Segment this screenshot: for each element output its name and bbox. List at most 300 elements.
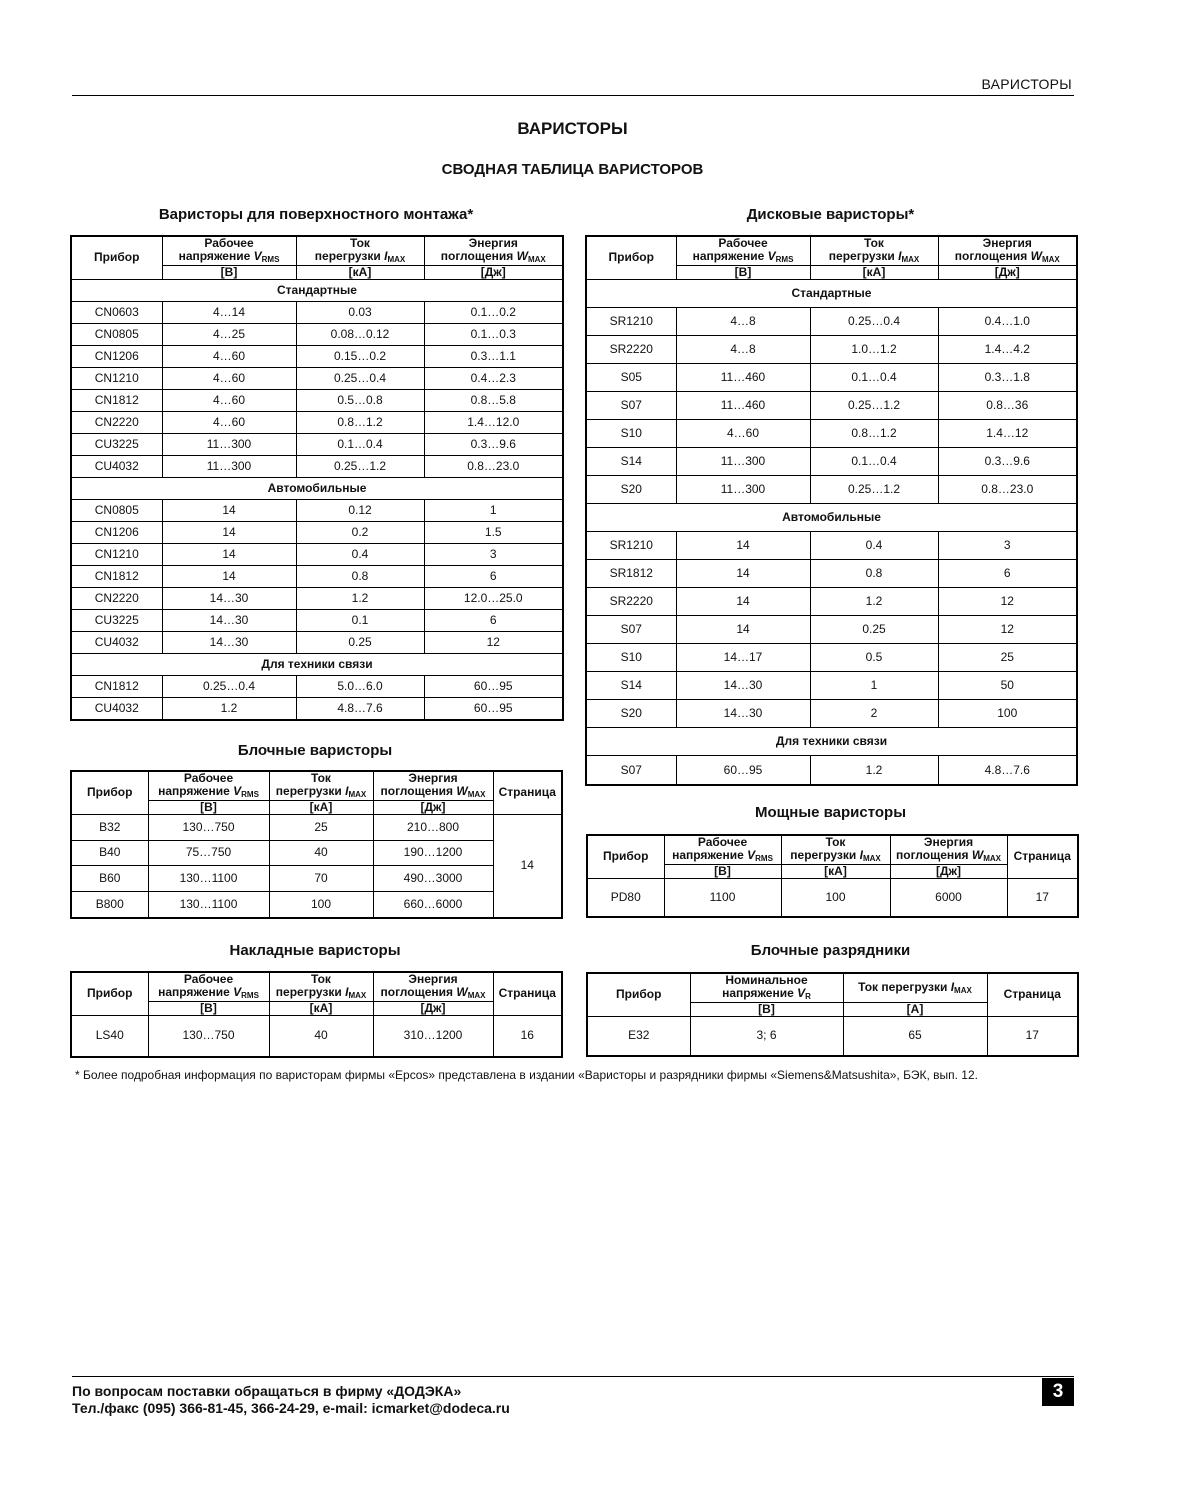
energy-unit-cell bbox=[424, 265, 563, 279]
table-cell: 0.3…1.8 bbox=[938, 364, 1077, 392]
group-row bbox=[586, 504, 1077, 532]
table-cell: CN1812 bbox=[71, 675, 162, 697]
page-number: 3 bbox=[1042, 1378, 1074, 1406]
table-cell: CU4032 bbox=[71, 697, 162, 720]
table-cell: 1.4…12.0 bbox=[424, 411, 563, 433]
table-row bbox=[586, 756, 1077, 785]
table-cell: 25 bbox=[938, 644, 1077, 672]
current-header-line1: Ток bbox=[350, 236, 370, 250]
table-row bbox=[586, 532, 1077, 560]
table-cell: CU4032 bbox=[71, 455, 162, 477]
voltage-header bbox=[148, 972, 269, 1001]
table-row bbox=[71, 697, 563, 720]
table-cell: CN1812 bbox=[71, 565, 162, 587]
table-cell: 490…3000 bbox=[373, 866, 493, 892]
group-label: Для техники связи bbox=[71, 653, 563, 675]
nominal-header-line1: Номинальное bbox=[725, 973, 808, 987]
table-cell: 4…25 bbox=[162, 324, 296, 346]
table-row bbox=[71, 675, 563, 697]
voltage-header bbox=[162, 236, 296, 265]
energy-unit: [Дж] bbox=[420, 1000, 446, 1015]
table-row bbox=[586, 392, 1077, 420]
table-cell: CN0603 bbox=[71, 302, 162, 324]
table-row bbox=[71, 455, 563, 477]
table-cell: 11…300 bbox=[162, 433, 296, 455]
energy-header-line1: Энергия bbox=[468, 236, 518, 250]
table-cell: 17 bbox=[1007, 879, 1078, 917]
table-cell: 11…300 bbox=[162, 455, 296, 477]
group-row bbox=[71, 477, 563, 499]
disk-table-head bbox=[586, 236, 1077, 280]
table-cell: 11…300 bbox=[676, 476, 810, 504]
table-row bbox=[71, 411, 563, 433]
block-table-head bbox=[71, 771, 562, 815]
voltage-subscript: RMS bbox=[775, 255, 794, 265]
table-cell: 14 bbox=[676, 532, 810, 560]
arrester-table-body bbox=[587, 1017, 1078, 1056]
table-cell: 12 bbox=[938, 616, 1077, 644]
current-header-line2: перегрузки bbox=[314, 249, 381, 264]
energy-header-line1: Энергия bbox=[408, 771, 458, 785]
nominal-header-line2: напряжение bbox=[722, 986, 794, 1001]
energy-header-line2: поглощения bbox=[896, 848, 969, 863]
table-cell: 0.25…0.4 bbox=[296, 368, 424, 390]
table-cell: CN1210 bbox=[71, 543, 162, 565]
table-cell: B800 bbox=[71, 891, 148, 918]
current-symbol: I bbox=[345, 784, 349, 799]
voltage-header-line1: Рабочее bbox=[183, 972, 234, 986]
table-cell: 5.0…6.0 bbox=[296, 675, 424, 697]
table-row bbox=[71, 302, 563, 324]
table-cell: CN2220 bbox=[71, 411, 162, 433]
table-cell: 4…8 bbox=[676, 336, 810, 364]
energy-subscript: MAX bbox=[1041, 255, 1060, 265]
energy-unit: [Дж] bbox=[935, 863, 962, 878]
overlay-table-body bbox=[71, 1016, 562, 1057]
table-cell: S20 bbox=[586, 476, 676, 504]
voltage-header bbox=[148, 771, 269, 800]
power-table-body bbox=[587, 879, 1078, 917]
energy-header-line2: поглощения bbox=[380, 784, 454, 799]
table-cell: 0.1…0.3 bbox=[424, 324, 563, 346]
table-cell: 0.8 bbox=[810, 560, 938, 588]
table-cell: PD80 bbox=[587, 879, 664, 917]
table-cell: 14…30 bbox=[676, 672, 810, 700]
device-header bbox=[71, 771, 148, 815]
energy-header-line2: поглощения bbox=[954, 249, 1028, 264]
group-row bbox=[586, 728, 1077, 756]
table-row bbox=[71, 368, 563, 390]
table-cell: 12 bbox=[938, 588, 1077, 616]
voltage-symbol: V bbox=[797, 986, 806, 1001]
table-cell: 1.2 bbox=[296, 587, 424, 609]
header-row bbox=[71, 972, 562, 1001]
table-cell: 4.8…7.6 bbox=[296, 697, 424, 720]
voltage-header-line1: Рабочее bbox=[718, 236, 768, 250]
energy-subscript: MAX bbox=[983, 854, 1001, 864]
table-cell: 6 bbox=[938, 560, 1077, 588]
table-cell: 14…30 bbox=[162, 609, 296, 631]
table-cell: SR1210 bbox=[586, 308, 676, 336]
table-row bbox=[586, 672, 1077, 700]
table-cell: 1.5 bbox=[424, 521, 563, 543]
table-cell: B32 bbox=[71, 815, 148, 841]
table-cell: 75…750 bbox=[148, 840, 269, 866]
table-cell: 0.8…23.0 bbox=[424, 455, 563, 477]
table-cell: 0.25…1.2 bbox=[810, 476, 938, 504]
energy-header-line1: Энергия bbox=[982, 236, 1032, 250]
table-cell: 4…60 bbox=[162, 368, 296, 390]
table-cell: 0.1…0.4 bbox=[810, 364, 938, 392]
arrester-table bbox=[586, 972, 1079, 1057]
overlay-table bbox=[70, 971, 563, 1058]
voltage-subscript: R bbox=[805, 992, 811, 1002]
table-row bbox=[586, 336, 1077, 364]
current-header-line2: перегрузки bbox=[828, 249, 895, 264]
voltage-header-line2: напряжение bbox=[672, 848, 744, 863]
table-cell: 0.12 bbox=[296, 499, 424, 521]
table-cell: 1.2 bbox=[810, 588, 938, 616]
table-cell: 3 bbox=[424, 543, 563, 565]
table-cell: 11…460 bbox=[676, 392, 810, 420]
device-header bbox=[587, 973, 690, 1017]
current-unit-cell bbox=[810, 265, 938, 279]
current-unit-cell bbox=[269, 800, 373, 814]
table-cell: 210…800 bbox=[373, 815, 493, 841]
table-cell: CN0805 bbox=[71, 499, 162, 521]
page-header bbox=[493, 972, 562, 1016]
table-cell: 6 bbox=[424, 565, 563, 587]
device-header-label: Прибор bbox=[94, 250, 140, 265]
voltage-header-line2: напряжение bbox=[158, 784, 230, 799]
energy-symbol: W bbox=[456, 784, 468, 799]
current-unit: [кА] bbox=[824, 863, 847, 878]
table-row bbox=[586, 476, 1077, 504]
table-cell: 0.8…1.2 bbox=[296, 411, 424, 433]
table-cell: 0.8…1.2 bbox=[810, 420, 938, 448]
table-cell: CU4032 bbox=[71, 631, 162, 653]
table-cell: 2 bbox=[810, 700, 938, 728]
energy-header bbox=[938, 236, 1077, 265]
table-cell: 12 bbox=[424, 631, 563, 653]
table-row bbox=[71, 840, 562, 866]
table-cell: B60 bbox=[71, 866, 148, 892]
voltage-unit: [В] bbox=[734, 264, 752, 279]
table-cell: 14 bbox=[676, 588, 810, 616]
current-unit: [кА] bbox=[348, 264, 372, 279]
table-cell: 130…1100 bbox=[148, 866, 269, 892]
block-table bbox=[70, 770, 563, 919]
table-cell: 0.2 bbox=[296, 521, 424, 543]
page-header bbox=[1007, 835, 1078, 879]
voltage-header-line1: Рабочее bbox=[183, 771, 234, 785]
table-cell: LS40 bbox=[71, 1016, 148, 1057]
page-header-label: Страница bbox=[498, 986, 556, 1001]
current-unit: [кА] bbox=[309, 799, 333, 814]
voltage-subscript: RMS bbox=[261, 255, 280, 265]
table-row bbox=[586, 308, 1077, 336]
energy-header-line1: Энергия bbox=[923, 835, 974, 849]
table-cell: SR2220 bbox=[586, 336, 676, 364]
table-row bbox=[586, 560, 1077, 588]
table-cell: 12.0…25.0 bbox=[424, 587, 563, 609]
table-cell: 4…14 bbox=[162, 302, 296, 324]
table-cell: 0.4…1.0 bbox=[938, 308, 1077, 336]
table-cell: 14 bbox=[162, 499, 296, 521]
energy-header bbox=[373, 771, 493, 800]
disk-title: Дисковые варисторы* bbox=[746, 206, 915, 223]
disk-table-body bbox=[586, 280, 1077, 785]
table-cell: 0.5 bbox=[810, 644, 938, 672]
table-cell: 0.25…0.4 bbox=[810, 308, 938, 336]
table-cell: 660…6000 bbox=[373, 891, 493, 918]
table-cell: SR1812 bbox=[586, 560, 676, 588]
table-cell: 14 bbox=[162, 521, 296, 543]
table-cell: 11…300 bbox=[676, 448, 810, 476]
table-cell: 0.5…0.8 bbox=[296, 390, 424, 412]
footer-contact-line2: Тел./факс (095) 366-81-45, 366-24-29, e-mail: icmarket@dodeca.ru bbox=[72, 1400, 510, 1416]
group-row bbox=[71, 653, 563, 675]
table-cell: 0.8…36 bbox=[938, 392, 1077, 420]
header-row bbox=[71, 236, 563, 265]
nominal-voltage-header bbox=[690, 973, 843, 1002]
overlay-table-head bbox=[71, 972, 562, 1016]
voltage-subscript: RMS bbox=[755, 854, 773, 864]
table-cell: 0.8…5.8 bbox=[424, 390, 563, 412]
page-header-label: Страница bbox=[1003, 987, 1061, 1002]
group-label: Автомобильные bbox=[71, 477, 563, 499]
table-row bbox=[71, 433, 563, 455]
page-header bbox=[493, 771, 562, 815]
voltage-symbol: V bbox=[767, 249, 776, 264]
table-cell: 100 bbox=[781, 879, 890, 917]
energy-symbol: W bbox=[456, 985, 468, 1000]
current-subscript: MAX bbox=[901, 255, 920, 265]
table-row bbox=[586, 616, 1077, 644]
voltage-header-line2: напряжение bbox=[158, 985, 230, 1000]
table-cell: 0.15…0.2 bbox=[296, 346, 424, 368]
current-header-line1: Ток bbox=[311, 771, 331, 785]
current-symbol: I bbox=[384, 249, 388, 264]
smd-table-head bbox=[71, 236, 563, 280]
overlay-title: Накладные варисторы bbox=[229, 942, 401, 959]
table-row bbox=[586, 420, 1077, 448]
current-header-line1: Ток bbox=[825, 835, 846, 849]
current-subscript: MAX bbox=[954, 985, 972, 995]
energy-header bbox=[373, 972, 493, 1001]
voltage-unit-cell bbox=[148, 800, 269, 814]
table-cell: S10 bbox=[586, 420, 676, 448]
table-cell: 130…750 bbox=[148, 1016, 269, 1057]
table-cell: 0.3…9.6 bbox=[938, 448, 1077, 476]
table-cell: 14 bbox=[676, 616, 810, 644]
table-row bbox=[71, 390, 563, 412]
table-cell: 11…460 bbox=[676, 364, 810, 392]
voltage-unit-cell bbox=[664, 864, 781, 878]
current-header bbox=[269, 972, 373, 1001]
table-row bbox=[71, 565, 563, 587]
current-header bbox=[781, 835, 890, 864]
table-cell: E32 bbox=[587, 1017, 690, 1056]
current-symbol: I bbox=[345, 985, 349, 1000]
table-cell: 1.2 bbox=[810, 756, 938, 785]
running-header: ВАРИСТОРЫ bbox=[981, 76, 1072, 92]
table-cell: 1.4…4.2 bbox=[938, 336, 1077, 364]
voltage-symbol: V bbox=[253, 249, 262, 264]
table-row bbox=[586, 644, 1077, 672]
current-unit: [кА] bbox=[309, 1000, 333, 1015]
table-cell: 25 bbox=[269, 815, 373, 841]
table-cell: 4…60 bbox=[676, 420, 810, 448]
energy-unit-cell bbox=[890, 864, 1007, 878]
table-row bbox=[71, 866, 562, 892]
voltage-header bbox=[676, 236, 810, 265]
table-cell: 14 bbox=[676, 560, 810, 588]
header-rule bbox=[72, 95, 1074, 96]
footnote: * Более подробная информация по варисторам фирмы «Epcos» представлена в издании «Варисторы и разрядники фирмы «Siemens&Matsushita», БЭК, вып. 12. bbox=[75, 1068, 978, 1082]
header-row bbox=[586, 236, 1077, 265]
table-cell: 0.25…0.4 bbox=[162, 675, 296, 697]
table-cell: 1100 bbox=[664, 879, 781, 917]
current-symbol: I bbox=[950, 979, 955, 994]
current-unit-cell bbox=[269, 1001, 373, 1015]
table-cell: 4…8 bbox=[676, 308, 810, 336]
table-cell: 0.1…0.4 bbox=[810, 448, 938, 476]
table-cell: S05 bbox=[586, 364, 676, 392]
current-header-line1: Ток bbox=[311, 972, 331, 986]
table-row bbox=[71, 815, 562, 841]
group-row bbox=[71, 280, 563, 302]
device-header bbox=[71, 236, 162, 280]
table-cell: 14 bbox=[162, 543, 296, 565]
group-label: Стандартные bbox=[586, 280, 1077, 308]
smd-title: Варисторы для поверхностного монтажа* bbox=[158, 206, 474, 223]
table-row bbox=[71, 891, 562, 918]
header-row bbox=[587, 835, 1078, 864]
table-cell: 0.4 bbox=[810, 532, 938, 560]
energy-subscript: MAX bbox=[527, 255, 546, 265]
energy-symbol: W bbox=[971, 848, 984, 863]
table-cell: 6 bbox=[424, 609, 563, 631]
voltage-unit-cell bbox=[162, 265, 296, 279]
table-cell: 100 bbox=[938, 700, 1077, 728]
current-header-line2: перегрузки bbox=[275, 985, 342, 1000]
current-header bbox=[810, 236, 938, 265]
header-row bbox=[71, 771, 562, 800]
current-subscript: MAX bbox=[348, 991, 367, 1001]
table-row bbox=[586, 700, 1077, 728]
group-label: Для техники связи bbox=[586, 728, 1077, 756]
current-symbol: I bbox=[898, 249, 902, 264]
page-subtitle: СВОДНАЯ ТАБЛИЦА ВАРИСТОРОВ bbox=[441, 161, 704, 178]
table-cell: 0.08…0.12 bbox=[296, 324, 424, 346]
energy-unit: [Дж] bbox=[994, 264, 1020, 279]
group-label: Стандартные bbox=[71, 280, 563, 302]
energy-unit: [Дж] bbox=[480, 264, 506, 279]
table-cell: 4…60 bbox=[162, 346, 296, 368]
table-cell: S07 bbox=[586, 392, 676, 420]
voltage-unit: [В] bbox=[200, 1000, 217, 1015]
voltage-unit: [В] bbox=[200, 799, 217, 814]
footer-contact-line1: По вопросам поставки обращаться в фирму «ДОДЭКА» bbox=[72, 1383, 462, 1399]
group-label: Автомобильные bbox=[586, 504, 1077, 532]
current-header-label: Ток перегрузки bbox=[858, 979, 948, 994]
current-header-line2: перегрузки bbox=[790, 848, 857, 863]
table-cell: 0.3…9.6 bbox=[424, 433, 563, 455]
device-header-label: Прибор bbox=[87, 986, 133, 1001]
voltage-subscript: RMS bbox=[241, 991, 259, 1001]
table-row bbox=[586, 364, 1077, 392]
table-cell: 17 bbox=[987, 1017, 1078, 1056]
table-cell: 190…1200 bbox=[373, 840, 493, 866]
table-cell: 16 bbox=[493, 1016, 562, 1057]
page-header-label: Страница bbox=[1013, 849, 1071, 864]
voltage-unit-cell bbox=[690, 1002, 843, 1016]
table-cell: 0.8 bbox=[296, 565, 424, 587]
table-cell: S14 bbox=[586, 672, 676, 700]
table-cell: 0.1…0.2 bbox=[424, 302, 563, 324]
table-cell: 0.8…23.0 bbox=[938, 476, 1077, 504]
table-row bbox=[71, 346, 563, 368]
header-row bbox=[587, 973, 1078, 1002]
table-cell: 310…1200 bbox=[373, 1016, 493, 1057]
current-unit-cell bbox=[843, 1002, 987, 1016]
table-cell: 4.8…7.6 bbox=[938, 756, 1077, 785]
voltage-header-line2: напряжение bbox=[178, 249, 251, 264]
table-cell: 0.25 bbox=[810, 616, 938, 644]
table-cell: 60…95 bbox=[676, 756, 810, 785]
current-subscript: MAX bbox=[348, 790, 367, 800]
smd-table bbox=[70, 235, 564, 721]
table-cell: 3 bbox=[938, 532, 1077, 560]
table-cell: 0.25…1.2 bbox=[296, 455, 424, 477]
table-cell: CU3225 bbox=[71, 609, 162, 631]
table-row bbox=[71, 324, 563, 346]
table-cell: 60…95 bbox=[424, 697, 563, 720]
table-cell: 14…30 bbox=[676, 700, 810, 728]
voltage-subscript: RMS bbox=[241, 790, 259, 800]
table-cell: 0.3…1.1 bbox=[424, 346, 563, 368]
voltage-header-line1: Рабочее bbox=[697, 835, 748, 849]
smd-table-body bbox=[71, 280, 563, 720]
table-cell: 50 bbox=[938, 672, 1077, 700]
block-title: Блочные варисторы bbox=[237, 742, 393, 759]
voltage-unit: [В] bbox=[220, 264, 238, 279]
energy-unit-cell bbox=[373, 1001, 493, 1015]
voltage-header-line1: Рабочее bbox=[204, 236, 254, 250]
table-row bbox=[587, 1017, 1078, 1056]
table-cell: 60…95 bbox=[424, 675, 563, 697]
table-row bbox=[71, 499, 563, 521]
table-cell: 6000 bbox=[890, 879, 1007, 917]
voltage-unit-cell bbox=[676, 265, 810, 279]
current-header bbox=[269, 771, 373, 800]
energy-symbol: W bbox=[516, 249, 528, 264]
table-cell: CN0805 bbox=[71, 324, 162, 346]
voltage-unit: [В] bbox=[758, 1001, 775, 1016]
table-cell: S07 bbox=[586, 616, 676, 644]
energy-subscript: MAX bbox=[467, 790, 486, 800]
table-row bbox=[71, 609, 563, 631]
voltage-symbol: V bbox=[747, 848, 756, 863]
energy-header bbox=[890, 835, 1007, 864]
table-row bbox=[586, 448, 1077, 476]
table-cell: 4…60 bbox=[162, 390, 296, 412]
current-unit-cell bbox=[781, 864, 890, 878]
table-cell: 14…30 bbox=[162, 587, 296, 609]
table-cell: S10 bbox=[586, 644, 676, 672]
power-title: Мощные варисторы bbox=[754, 804, 907, 821]
